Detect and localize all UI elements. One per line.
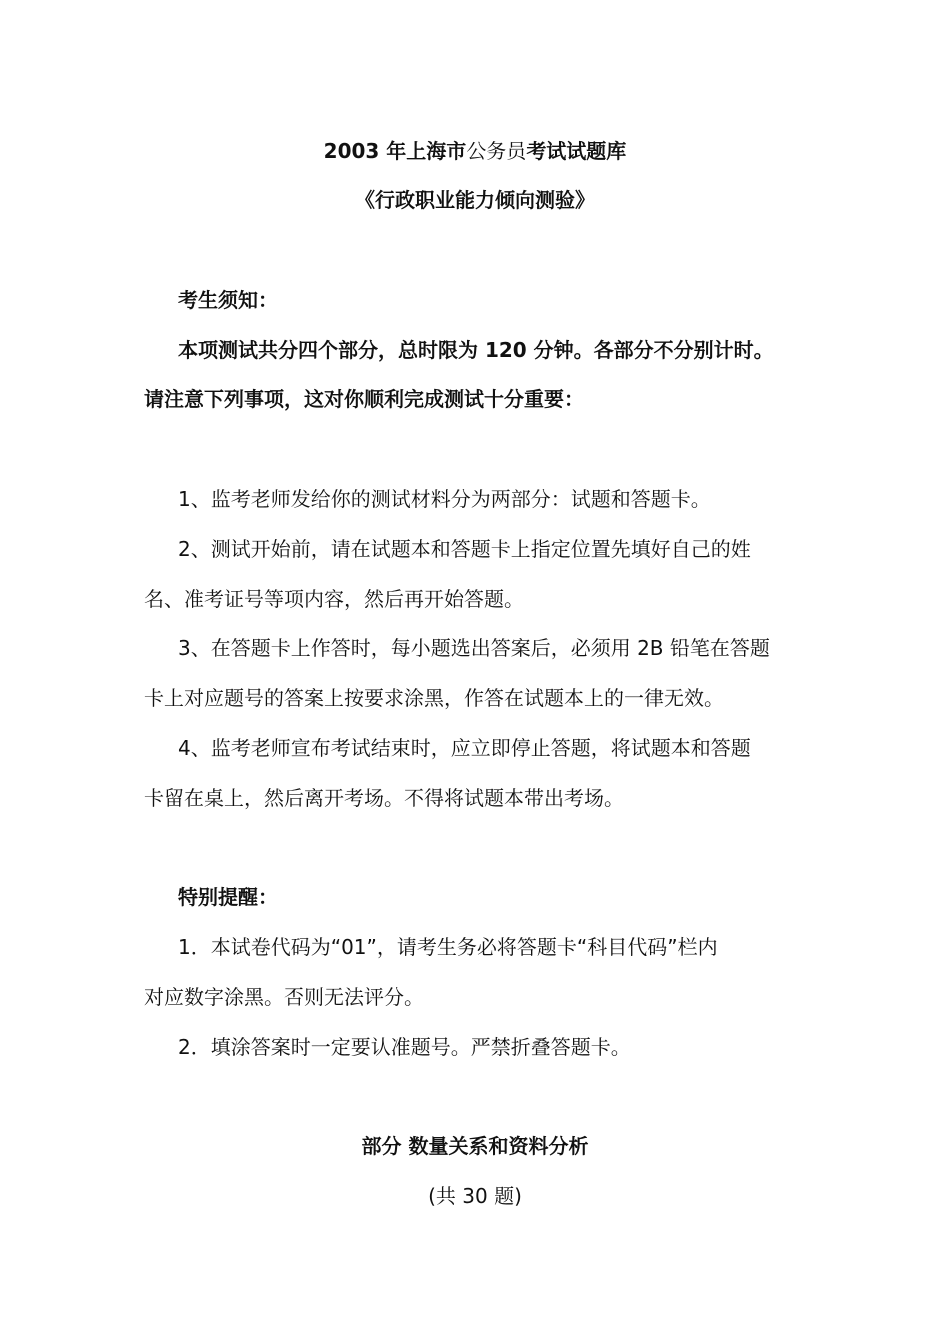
notice-item-2-line-1: 2、测试开始前，请在试题本和答题卡上指定位置先填好自己的姓 xyxy=(178,537,751,561)
notice-item-4-line-1: 4、监考老师宣布考试结束时，应立即停止答题，将试题本和答题 xyxy=(178,736,751,760)
notice-item-1: 1、监考老师发给你的测试材料分为两部分：试题和答题卡。 xyxy=(178,487,711,511)
document-subtitle: 《行政职业能力倾向测验》 xyxy=(355,188,595,212)
notice-item-2-line-2: 名、准考证号等项内容，然后再开始答题。 xyxy=(144,587,524,611)
section-title: 部分 数量关系和资料分析 xyxy=(361,1134,589,1158)
notice-item-3-line-1: 3、在答题卡上作答时，每小题选出答案后，必须用 2B 铅笔在答题 xyxy=(178,636,770,660)
reminder-heading: 特别提醒： xyxy=(178,885,278,909)
notice-item-4-line-2: 卡留在桌上，然后离开考场。不得将试题本带出考场。 xyxy=(144,786,624,810)
title-part-2: 公务员 xyxy=(466,139,527,163)
document-title xyxy=(0,137,950,165)
reminder-item-2: 2．填涂答案时一定要认准题号。严禁折叠答题卡。 xyxy=(178,1035,631,1059)
reminder-item-1-line-1: 1．本试卷代码为“01”，请考生务必将答题卡“科目代码”栏内 xyxy=(178,935,718,959)
title-part-3: 考试试题库 xyxy=(526,139,627,163)
notice-intro-line-2: 请注意下列事项，这对你顺利完成测试十分重要： xyxy=(144,387,584,411)
notice-intro-line-1: 本项测试共分四个部分，总时限为 120 分钟。各部分不分别计时。 xyxy=(178,338,774,362)
title-part-1: 2003 年上海市 xyxy=(323,139,467,163)
section-question-count: (共 30 题) xyxy=(428,1184,522,1208)
notice-heading: 考生须知： xyxy=(178,288,278,312)
notice-item-3-line-2: 卡上对应题号的答案上按要求涂黑，作答在试题本上的一律无效。 xyxy=(144,686,724,710)
reminder-item-1-line-2: 对应数字涂黑。否则无法评分。 xyxy=(144,985,424,1009)
